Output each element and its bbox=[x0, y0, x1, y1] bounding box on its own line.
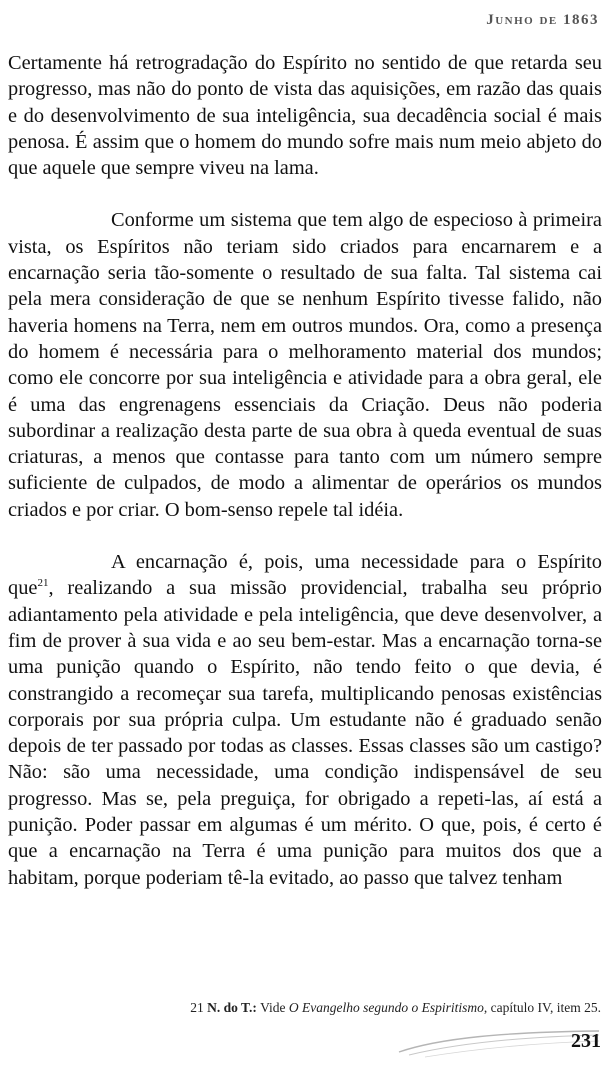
body-text bbox=[8, 50, 602, 891]
footnote-suffix: , capítulo IV, item 25. bbox=[483, 1000, 601, 1015]
footnote-number: 21 bbox=[190, 1000, 204, 1015]
paragraph-3-start: A encarnação é, pois, uma necessidade para o Espírito que bbox=[8, 551, 602, 600]
footnote-prefix: Vide bbox=[260, 1000, 286, 1015]
paragraph-3-rest: , realizando a sua missão providencial, trabalha seu próprio adiantamento pela atividade e pela inteligência, que deve desenvolver, a fim de prover à sua vida e ao seu bem-estar. Mas a encarnação torna-se uma punição quando o Espírito, não tendo feito o que devia, é constrangido a recomeçar sua tarefa, multiplicando penosas existências corporais por sua própria culpa. Um estudante não é graduado senão depois de ter passado por todas as classes. Essas classes são um castigo? Não: são uma necessidade, uma condição indispensável de seu progresso. Mas se, pela preguiça, for obrigado a repeti-las, aí está a punição. Poder passar em algumas é um mérito. O que, pois, é certo é que a encarnação na Terra é uma punição para muitos dos que a habitam, porque poderiam tê-la evitado, ao passo que talvez tenham bbox=[8, 577, 602, 889]
paragraph-2: Conforme um sistema que tem algo de especioso à primeira vista, os Espíritos não teriam sido criados para encarnarem e a encarnação seria tão-somente o resultado de sua falta. Tal sistema cai pela mera consideração de que se nenhum Espírito tivesse falido, não haveria homens na Terra, nem em outros mundos. Ora, como a presença do homem é necessária para o melhoramento material dos mundos; como ele concorre por sua inteligência e atividade para a obra geral, ele é uma das engrenagens essenciais da Criação. Deus não poderia subordinar a realização desta parte de sua obra à queda eventual de suas criaturas, a menos que contasse para tanto com um número sempre suficiente de culpados, de modo a alimentar de operários os mundos criados e por criar. O bom-senso repele tal idéia. bbox=[8, 209, 602, 521]
footnote-reference[interactable]: 21 bbox=[37, 577, 49, 590]
paragraph-3 bbox=[8, 549, 602, 891]
footnote-label: N. do T.: bbox=[207, 1000, 257, 1015]
running-header: Junho de 1863 bbox=[486, 12, 599, 28]
footnote bbox=[190, 1000, 601, 1016]
footnote-book-title: O Evangelho segundo o Espiritismo bbox=[288, 1000, 484, 1015]
page-number: 231 bbox=[571, 1030, 601, 1052]
paragraph-1: Certamente há retrogradação do Espírito no sentido de que retarda seu progresso, mas não do ponto de vista das aquisições, em razão das quais e do desenvolvimento de sua inteligência, sua decadência social é mais penosa. É assim que o homem do mundo sofre mais num meio abjeto do que aquele que sempre viveu na lama. bbox=[8, 52, 602, 180]
